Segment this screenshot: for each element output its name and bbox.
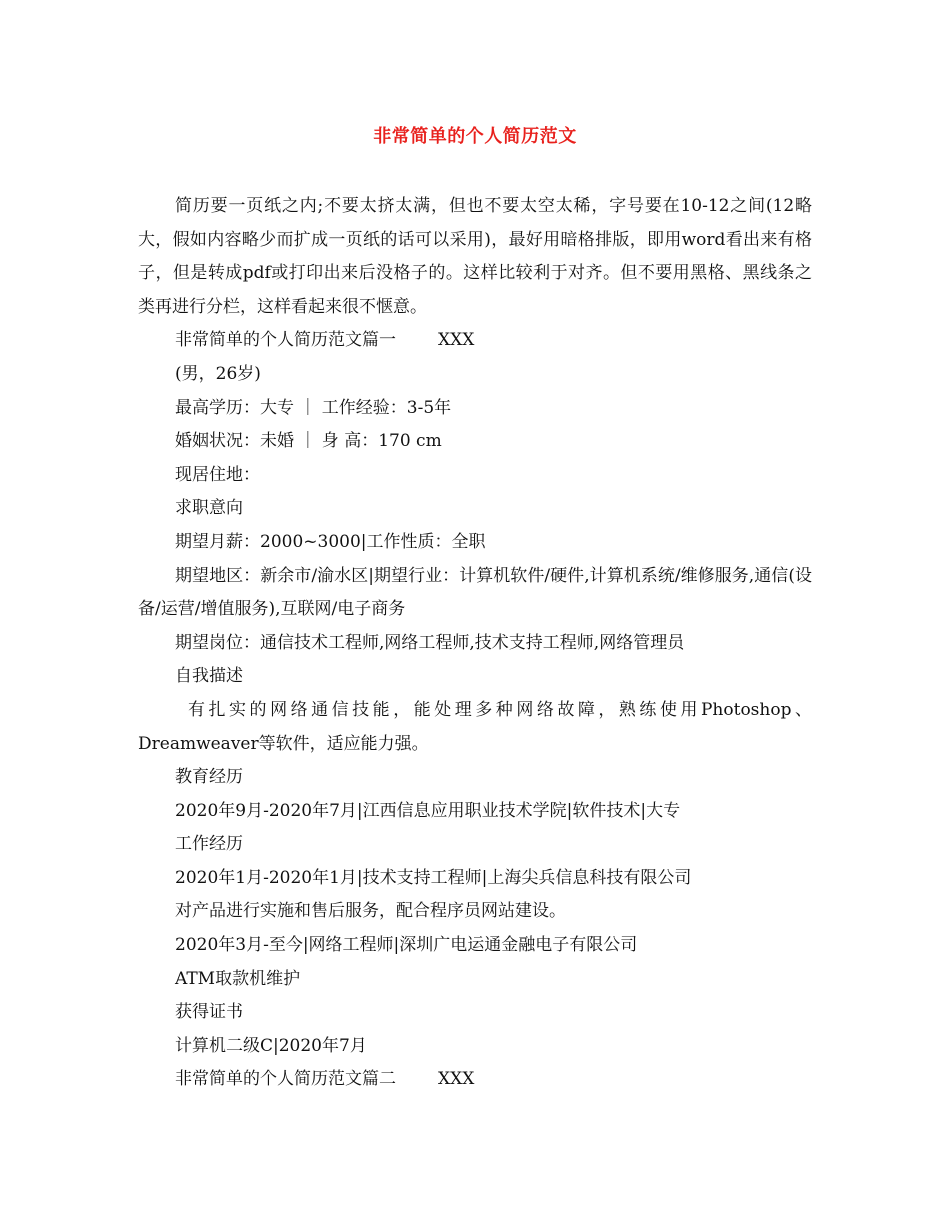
education-entry: 2020年9月-2020年7月|江西信息应用职业技术学院|软件技术|大专 (175, 800, 681, 821)
residence: 现居住地： (175, 464, 260, 485)
marital-height: 婚姻状况：未婚 ｜ 身 高：170 cm (175, 431, 442, 452)
certificate-entry: 计算机二级C|2020年7月 (175, 1035, 367, 1056)
sample2-name: XXX (438, 1069, 475, 1090)
self-description: 有扎实的网络通信技能，能处理多种网络故障，熟练使用Photoshop、Dreamweaver等软件，适应能力强。 (138, 699, 812, 754)
expected-position: 期望岗位：通信技术工程师,网络工程师,技术支持工程师,网络管理员 (175, 632, 685, 653)
document-body (138, 190, 812, 1097)
work-heading: 工作经历 (175, 834, 243, 855)
work-entry-2-desc: ATM取款机维护 (175, 968, 301, 989)
sample1-name: XXX (438, 330, 475, 351)
work-entry-1-desc: 对产品进行实施和售后服务，配合程序员网站建设。 (175, 901, 566, 922)
education-heading: 教育经历 (175, 767, 243, 788)
gender-age: (男，26岁) (175, 363, 261, 384)
sample2-heading-line (138, 1063, 812, 1097)
expected-salary: 期望月薪：2000~3000|工作性质：全职 (175, 531, 486, 552)
sample1-heading-line (138, 324, 812, 358)
work-entry-2: 2020年3月-至今|网络工程师|深圳广电运通金融电子有限公司 (175, 935, 638, 956)
sample2-heading: 非常简单的个人简历范文篇二 (175, 1069, 396, 1090)
expected-region: 期望地区：新余市/渝水区|期望行业：计算机软件/硬件,计算机系统/维修服务,通信(设备/运营/增值服务),互联网/电子商务 (138, 565, 812, 620)
intro-paragraph: 简历要一页纸之内;不要太挤太满，但也不要太空太稀，字号要在10-12之间(12略大，假如内容略少而扩成一页纸的话可以采用)，最好用暗格排版，即用word看出来有格子，但是转成pdf或打印出来后没格子的。这样比较利于对齐。但不要用黑格、黑线条之类再进行分栏，这样看起来很不惬意。 (138, 196, 812, 317)
work-entry-1: 2020年1月-2020年1月|技术支持工程师|上海尖兵信息科技有限公司 (175, 867, 692, 888)
self-description-heading: 自我描述 (175, 666, 243, 687)
certificate-heading: 获得证书 (175, 1002, 243, 1023)
job-intention-heading: 求职意向 (175, 498, 243, 519)
sample1-heading: 非常简单的个人简历范文篇一 (175, 330, 396, 351)
document-title: 非常简单的个人简历范文 (373, 126, 577, 147)
education-experience: 最高学历：大专 ｜ 工作经验：3-5年 (175, 397, 452, 418)
